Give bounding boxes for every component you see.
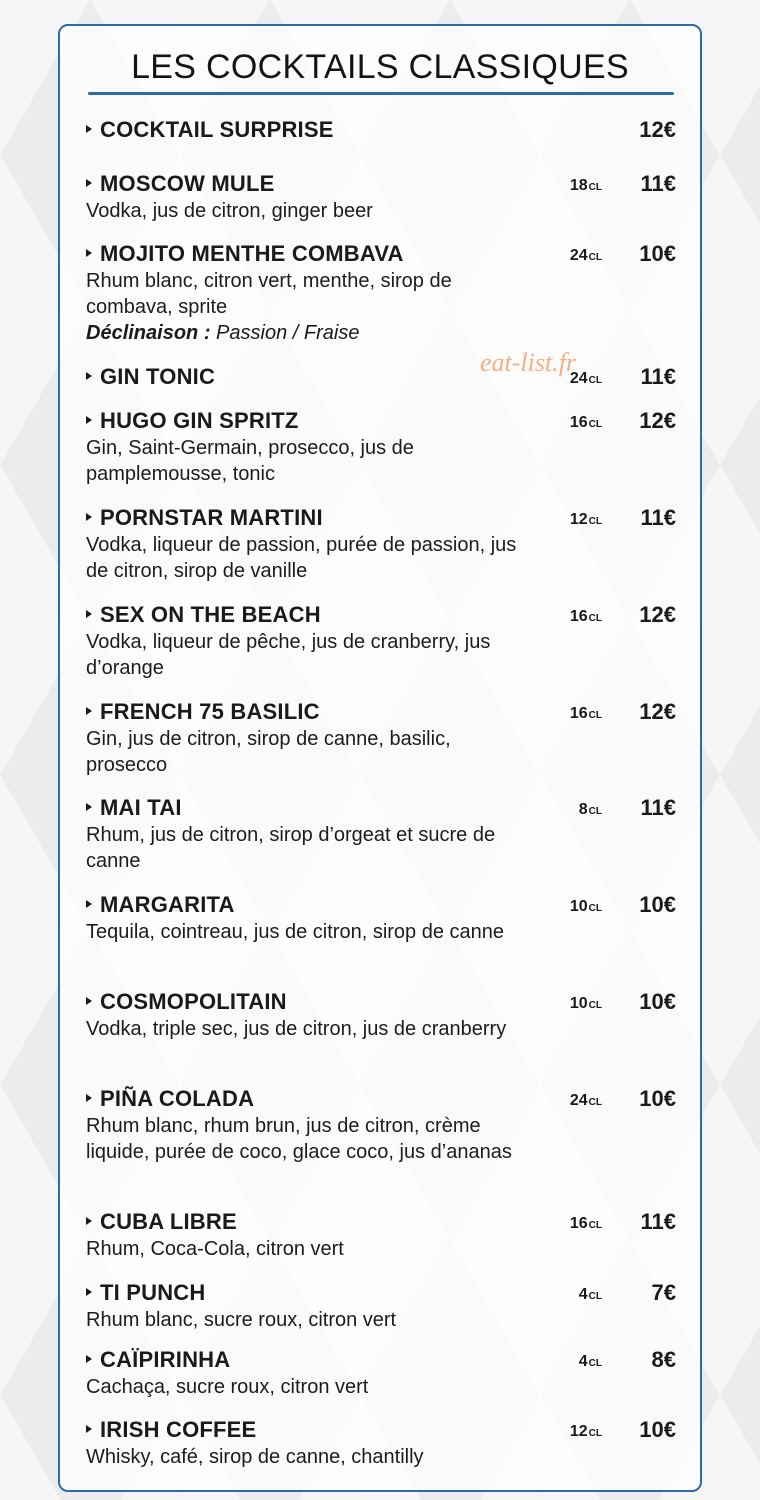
item-price: 10€: [639, 1417, 676, 1442]
item-name: SEX ON THE BEACH: [100, 602, 321, 627]
item-name: IRISH COFFEE: [100, 1417, 257, 1442]
item-price: 11€: [640, 1209, 676, 1234]
title-underline: [88, 92, 674, 95]
menu-item-cosmopolitain: [86, 988, 676, 1042]
item-name: MOSCOW MULE: [100, 171, 275, 196]
bullet-triangle-icon: [86, 1355, 92, 1363]
item-name: FRENCH 75 BASILIC: [100, 699, 320, 724]
item-price: 8€: [651, 1347, 676, 1372]
item-price: 11€: [640, 505, 676, 530]
item-price: 12€: [639, 408, 676, 433]
item-name: TI PUNCH: [100, 1280, 206, 1305]
menu-item-margarita: [86, 891, 676, 945]
item-description: Vodka, liqueur de passion, purée de passion, jus de citron, sirop de vanille: [86, 534, 517, 582]
item-description: Rhum blanc, rhum brun, jus de citron, crème liquide, purée de coco, glace coco, jus d’ananas: [86, 1115, 512, 1163]
item-name: GIN TONIC: [100, 364, 216, 389]
item-volume: 4CL: [578, 1353, 602, 1370]
item-price: 10€: [639, 1086, 676, 1111]
item-volume: 24CL: [569, 1092, 602, 1109]
item-description: Vodka, liqueur de pêche, jus de cranberry, jus d’orange: [86, 631, 491, 679]
menu-item-mojito-menthe-combava: [86, 240, 676, 346]
item-name: PIÑA COLADA: [100, 1086, 255, 1111]
item-description: Whisky, café, sirop de canne, chantilly: [86, 1446, 424, 1468]
item-description: Gin, Saint-Germain, prosecco, jus de pamplemousse, tonic: [86, 437, 414, 485]
bullet-triangle-icon: [86, 803, 92, 811]
item-description: Vodka, jus de citron, ginger beer: [86, 200, 373, 222]
item-volume: 12CL: [569, 511, 602, 528]
menu-item-pina-colada: [86, 1085, 676, 1165]
item-description: Vodka, triple sec, jus de citron, jus de cranberry: [86, 1018, 507, 1040]
menu-item-moscow-mule: [86, 170, 676, 224]
item-price: 10€: [639, 241, 676, 266]
bullet-triangle-icon: [86, 416, 92, 424]
item-description: Gin, jus de citron, sirop de canne, basilic, prosecco: [86, 728, 451, 776]
item-volume: 16CL: [569, 1215, 602, 1232]
item-description: Rhum blanc, sucre roux, citron vert: [86, 1309, 397, 1331]
item-description: Rhum, jus de citron, sirop d’orgeat et sucre de canne: [86, 824, 496, 872]
menu-item-french-75-basilic: [86, 698, 676, 778]
menu-item-pornstar-martini: [86, 504, 676, 584]
menu-item-mai-tai: [86, 794, 676, 874]
bullet-triangle-icon: [86, 610, 92, 618]
item-volume: 12CL: [569, 1423, 602, 1440]
bullet-triangle-icon: [86, 997, 92, 1005]
menu-item-irish-coffee: [86, 1416, 676, 1470]
item-volume: 4CL: [578, 1286, 602, 1303]
menu-item-hugo-gin-spritz: [86, 407, 676, 487]
item-name: COCKTAIL SURPRISE: [100, 117, 334, 142]
item-price: 11€: [640, 795, 676, 820]
item-volume: 16CL: [569, 608, 602, 625]
bullet-triangle-icon: [86, 1288, 92, 1296]
item-name: CUBA LIBRE: [100, 1209, 237, 1234]
item-description: Rhum, Coca-Cola, citron vert: [86, 1238, 344, 1260]
item-name: CAÏPIRINHA: [100, 1347, 231, 1372]
watermark: eat-list.fr: [480, 348, 577, 377]
menu-item-caipirinha: [86, 1346, 676, 1400]
bullet-triangle-icon: [86, 513, 92, 521]
item-variation: [86, 320, 676, 346]
bullet-triangle-icon: [86, 1094, 92, 1102]
item-name: COSMOPOLITAIN: [100, 989, 287, 1014]
item-volume: 10CL: [569, 898, 602, 915]
bullet-triangle-icon: [86, 707, 92, 715]
variation-label: Déclinaison :: [86, 322, 211, 344]
bullet-triangle-icon: [86, 179, 92, 187]
item-name: PORNSTAR MARTINI: [100, 505, 323, 530]
item-price: 11€: [640, 171, 676, 196]
item-volume: 16CL: [569, 414, 602, 431]
bullet-triangle-icon: [86, 1217, 92, 1225]
item-price: 10€: [639, 989, 676, 1014]
menu-item-gin-tonic: [86, 363, 676, 391]
item-volume: 16CL: [569, 705, 602, 722]
item-price: 10€: [639, 892, 676, 917]
item-description: Tequila, cointreau, jus de citron, sirop de canne: [86, 921, 505, 943]
item-description: Cachaça, sucre roux, citron vert: [86, 1376, 369, 1398]
item-price: 11€: [640, 364, 676, 389]
menu-item-cuba-libre: [86, 1208, 676, 1262]
menu-card: [58, 24, 702, 1492]
menu-item-ti-punch: [86, 1279, 676, 1333]
item-description: Rhum blanc, citron vert, menthe, sirop de combava, sprite: [86, 270, 452, 318]
item-price: 12€: [639, 699, 676, 724]
item-volume: 18CL: [569, 177, 602, 194]
item-name: MOJITO MENTHE COMBAVA: [100, 241, 404, 266]
bullet-triangle-icon: [86, 125, 92, 133]
item-volume: 24CL: [569, 247, 602, 264]
page-title: LES COCKTAILS CLASSIQUES: [131, 48, 629, 86]
bullet-triangle-icon: [86, 372, 92, 380]
item-price: 12€: [639, 117, 676, 142]
variation-value: Passion / Fraise: [216, 322, 360, 344]
menu-item-sex-on-the-beach: [86, 601, 676, 681]
item-price: 12€: [639, 602, 676, 627]
item-volume: 10CL: [569, 995, 602, 1012]
bullet-triangle-icon: [86, 900, 92, 908]
item-name: MARGARITA: [100, 892, 235, 917]
item-price: 7€: [651, 1280, 676, 1305]
item-name: HUGO GIN SPRITZ: [100, 408, 299, 433]
bullet-triangle-icon: [86, 249, 92, 257]
menu-item-cocktail-surprise: [86, 116, 676, 144]
item-name: MAI TAI: [100, 795, 182, 820]
item-volume: 8CL: [578, 801, 602, 818]
item-volume: 24CL: [569, 370, 602, 387]
bullet-triangle-icon: [86, 1425, 92, 1433]
